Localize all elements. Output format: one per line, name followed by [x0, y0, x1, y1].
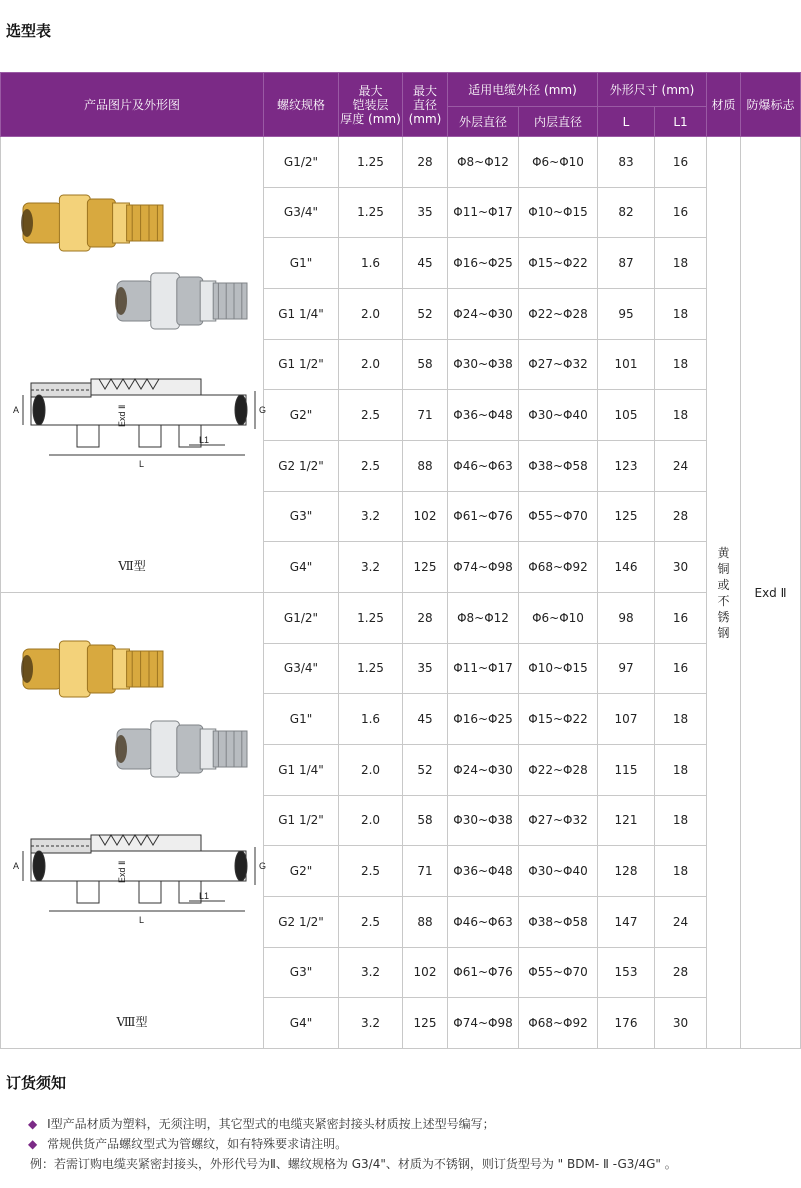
header-armor-line2: 铠装层	[352, 97, 389, 112]
cell-outer: Φ30~Φ38	[448, 339, 519, 390]
cell-inner: Φ55~Φ70	[519, 491, 598, 542]
cell-dia: 52	[403, 288, 448, 339]
cell-thread: G3"	[264, 491, 339, 542]
cell-thread: G1 1/2"	[264, 339, 339, 390]
cell-L: 147	[598, 896, 655, 947]
drawing-label-A: A	[13, 405, 20, 415]
cell-L1: 30	[655, 542, 707, 593]
cell-inner: Φ27~Φ32	[519, 339, 598, 390]
cell-armor: 2.0	[339, 339, 403, 390]
cell-inner: Φ30~Φ40	[519, 390, 598, 441]
cell-armor: 2.0	[339, 795, 403, 846]
cell-armor: 3.2	[339, 542, 403, 593]
cell-L: 95	[598, 288, 655, 339]
cell-L: 115	[598, 744, 655, 795]
cell-inner: Φ68~Φ92	[519, 542, 598, 593]
cell-dia: 125	[403, 998, 448, 1049]
cell-thread: G1"	[264, 238, 339, 289]
cell-outer: Φ30~Φ38	[448, 795, 519, 846]
cell-armor: 3.2	[339, 947, 403, 998]
cell-thread: G2 1/2"	[264, 896, 339, 947]
cell-thread: G1 1/4"	[264, 744, 339, 795]
cell-inner: Φ22~Φ28	[519, 288, 598, 339]
header-inner: 内层直径	[519, 107, 598, 137]
drawing-label-L1: L1	[199, 891, 210, 901]
cell-L: 121	[598, 795, 655, 846]
cell-thread: G3/4"	[264, 643, 339, 694]
header-thread: 螺纹规格	[264, 73, 339, 137]
cell-L1: 24	[655, 896, 707, 947]
cell-thread: G4"	[264, 542, 339, 593]
section-drawing	[23, 379, 255, 455]
cell-outer: Φ24~Φ30	[448, 288, 519, 339]
cell-L1: 28	[655, 491, 707, 542]
cell-L: 83	[598, 137, 655, 188]
cell-dia: 52	[403, 744, 448, 795]
cell-inner: Φ38~Φ58	[519, 440, 598, 491]
header-armor	[339, 73, 403, 137]
explosion-cell: Exd Ⅱ	[741, 137, 801, 1049]
cell-L1: 18	[655, 795, 707, 846]
cell-outer: Φ74~Φ98	[448, 542, 519, 593]
drawing-label-G: G	[259, 405, 267, 415]
cell-inner: Φ55~Φ70	[519, 947, 598, 998]
cell-outer: Φ11~Φ17	[448, 643, 519, 694]
cell-inner: Φ38~Φ58	[519, 896, 598, 947]
cell-outer: Φ11~Φ17	[448, 187, 519, 238]
cell-outer: Φ36~Φ48	[448, 846, 519, 897]
cell-L: 82	[598, 187, 655, 238]
cell-dia: 35	[403, 643, 448, 694]
header-armor-line3: 厚度 (mm)	[340, 111, 401, 126]
cell-inner: Φ30~Φ40	[519, 846, 598, 897]
selection-table	[0, 72, 801, 1049]
header-cable-group: 适用电缆外径 (mm)	[448, 73, 598, 107]
cell-L1: 18	[655, 390, 707, 441]
cell-thread: G1/2"	[264, 137, 339, 188]
cell-L1: 18	[655, 238, 707, 289]
cell-outer: Φ24~Φ30	[448, 744, 519, 795]
cell-outer: Φ16~Φ25	[448, 238, 519, 289]
cell-inner: Φ6~Φ10	[519, 137, 598, 188]
cell-thread: G1 1/4"	[264, 288, 339, 339]
cell-inner: Φ10~Φ15	[519, 643, 598, 694]
drawing-label-exd: Exd Ⅱ	[117, 404, 127, 427]
product-illustration	[1, 593, 267, 1048]
cell-thread: G4"	[264, 998, 339, 1049]
cell-thread: G3"	[264, 947, 339, 998]
type-label: Ⅷ型	[116, 1015, 148, 1029]
cell-L: 107	[598, 694, 655, 745]
cell-outer: Φ16~Φ25	[448, 694, 519, 745]
cell-L1: 24	[655, 440, 707, 491]
note-text: Ⅰ型产品材质为塑料，无须注明，其它型式的电缆夹紧密封接头材质按上述型号编写；	[47, 1117, 495, 1131]
header-dia-line3: (mm)	[408, 111, 442, 126]
cell-armor: 2.5	[339, 846, 403, 897]
cell-thread: G2"	[264, 846, 339, 897]
cell-thread: G2 1/2"	[264, 440, 339, 491]
diamond-bullet-icon: ◆	[28, 1117, 38, 1131]
cell-outer: Φ46~Φ63	[448, 896, 519, 947]
cell-L: 123	[598, 440, 655, 491]
cell-armor: 2.5	[339, 390, 403, 441]
product-image-cell	[1, 593, 267, 1049]
cell-L1: 16	[655, 593, 707, 644]
table-row	[1, 137, 801, 188]
header-outer: 外层直径	[448, 107, 519, 137]
cell-L1: 18	[655, 288, 707, 339]
cell-L: 128	[598, 846, 655, 897]
cell-inner: Φ68~Φ92	[519, 998, 598, 1049]
cell-L1: 16	[655, 643, 707, 694]
cell-outer: Φ46~Φ63	[448, 440, 519, 491]
cell-armor: 2.5	[339, 896, 403, 947]
material-cell	[707, 137, 741, 1049]
cell-dia: 45	[403, 238, 448, 289]
cell-armor: 1.6	[339, 694, 403, 745]
cell-L1: 16	[655, 137, 707, 188]
note-text: 常规供货产品螺纹型式为管螺纹，如有特殊要求请注明。	[47, 1137, 348, 1151]
cell-armor: 1.25	[339, 187, 403, 238]
steel-fitting-photo	[115, 721, 247, 777]
cell-L1: 30	[655, 998, 707, 1049]
order-notes	[28, 1114, 677, 1174]
cell-inner: Φ27~Φ32	[519, 795, 598, 846]
cell-inner: Φ15~Φ22	[519, 694, 598, 745]
cell-dia: 102	[403, 491, 448, 542]
cell-L1: 28	[655, 947, 707, 998]
drawing-label-L: L	[139, 915, 145, 925]
header-L: L	[598, 107, 655, 137]
cell-outer: Φ36~Φ48	[448, 390, 519, 441]
cell-armor: 2.0	[339, 744, 403, 795]
cell-L1: 16	[655, 187, 707, 238]
cell-L: 87	[598, 238, 655, 289]
cell-thread: G3/4"	[264, 187, 339, 238]
product-image-cell	[1, 137, 267, 593]
brass-fitting-photo	[21, 195, 163, 251]
cell-armor: 3.2	[339, 998, 403, 1049]
cell-L: 98	[598, 593, 655, 644]
drawing-label-L1: L1	[199, 435, 210, 445]
cell-L: 146	[598, 542, 655, 593]
section-drawing	[23, 835, 255, 911]
cell-outer: Φ8~Φ12	[448, 593, 519, 644]
cell-L: 125	[598, 491, 655, 542]
cell-L1: 18	[655, 846, 707, 897]
cell-outer: Φ61~Φ76	[448, 947, 519, 998]
steel-fitting-photo	[115, 273, 247, 329]
drawing-label-L: L	[139, 459, 145, 469]
type-label: Ⅶ型	[118, 559, 146, 573]
header-dia-line1: 最大	[412, 83, 437, 98]
header-image: 产品图片及外形图	[1, 73, 264, 137]
note-item	[28, 1134, 677, 1154]
cell-inner: Φ6~Φ10	[519, 593, 598, 644]
section-title-order: 订货须知	[6, 1074, 67, 1092]
drawing-label-A: A	[13, 861, 20, 871]
cell-dia: 102	[403, 947, 448, 998]
cell-outer: Φ74~Φ98	[448, 998, 519, 1049]
brass-fitting-photo	[21, 641, 163, 697]
header-dia	[403, 73, 448, 137]
cell-outer: Φ61~Φ76	[448, 491, 519, 542]
cell-L: 153	[598, 947, 655, 998]
header-size-group: 外形尺寸 (mm)	[598, 73, 707, 107]
cell-dia: 125	[403, 542, 448, 593]
section-title-selection: 选型表	[6, 22, 52, 40]
cell-armor: 1.25	[339, 593, 403, 644]
note-item	[28, 1114, 677, 1134]
drawing-label-exd: Exd Ⅱ	[117, 860, 127, 883]
cell-L: 101	[598, 339, 655, 390]
cell-dia: 88	[403, 440, 448, 491]
cell-armor: 1.25	[339, 643, 403, 694]
cell-dia: 58	[403, 339, 448, 390]
cell-dia: 35	[403, 187, 448, 238]
header-armor-line1: 最大	[358, 83, 383, 98]
cell-L: 97	[598, 643, 655, 694]
cell-thread: G2"	[264, 390, 339, 441]
material-value: 黄铜或不锈钢	[717, 545, 730, 640]
cell-dia: 58	[403, 795, 448, 846]
cell-thread: G1/2"	[264, 593, 339, 644]
cell-L: 105	[598, 390, 655, 441]
cell-dia: 71	[403, 846, 448, 897]
cell-armor: 1.25	[339, 137, 403, 188]
cell-L1: 18	[655, 339, 707, 390]
cell-inner: Φ10~Φ15	[519, 187, 598, 238]
cell-armor: 3.2	[339, 491, 403, 542]
table-row	[1, 593, 801, 644]
header-material: 材质	[707, 73, 741, 137]
cell-inner: Φ15~Φ22	[519, 238, 598, 289]
cell-dia: 28	[403, 137, 448, 188]
diamond-bullet-icon: ◆	[28, 1137, 38, 1151]
cell-armor: 2.0	[339, 288, 403, 339]
cell-dia: 88	[403, 896, 448, 947]
product-illustration	[1, 137, 267, 592]
cell-L1: 18	[655, 744, 707, 795]
header-L1: L1	[655, 107, 707, 137]
cell-L1: 18	[655, 694, 707, 745]
header-explosion: 防爆标志	[741, 73, 801, 137]
drawing-label-G: G	[259, 861, 267, 871]
cell-L: 176	[598, 998, 655, 1049]
cell-armor: 1.6	[339, 238, 403, 289]
cell-thread: G1 1/2"	[264, 795, 339, 846]
cell-outer: Φ8~Φ12	[448, 137, 519, 188]
cell-thread: G1"	[264, 694, 339, 745]
header-dia-line2: 直径	[412, 97, 437, 112]
cell-dia: 71	[403, 390, 448, 441]
cell-dia: 45	[403, 694, 448, 745]
cell-dia: 28	[403, 593, 448, 644]
cell-inner: Φ22~Φ28	[519, 744, 598, 795]
order-example: 例：若需订购电缆夹紧密封接头，外形代号为Ⅱ、螺纹规格为 G3/4"、材质为不锈钢，则订货型号为 " BDM- Ⅱ -G3/4G" 。	[30, 1157, 677, 1171]
cell-armor: 2.5	[339, 440, 403, 491]
